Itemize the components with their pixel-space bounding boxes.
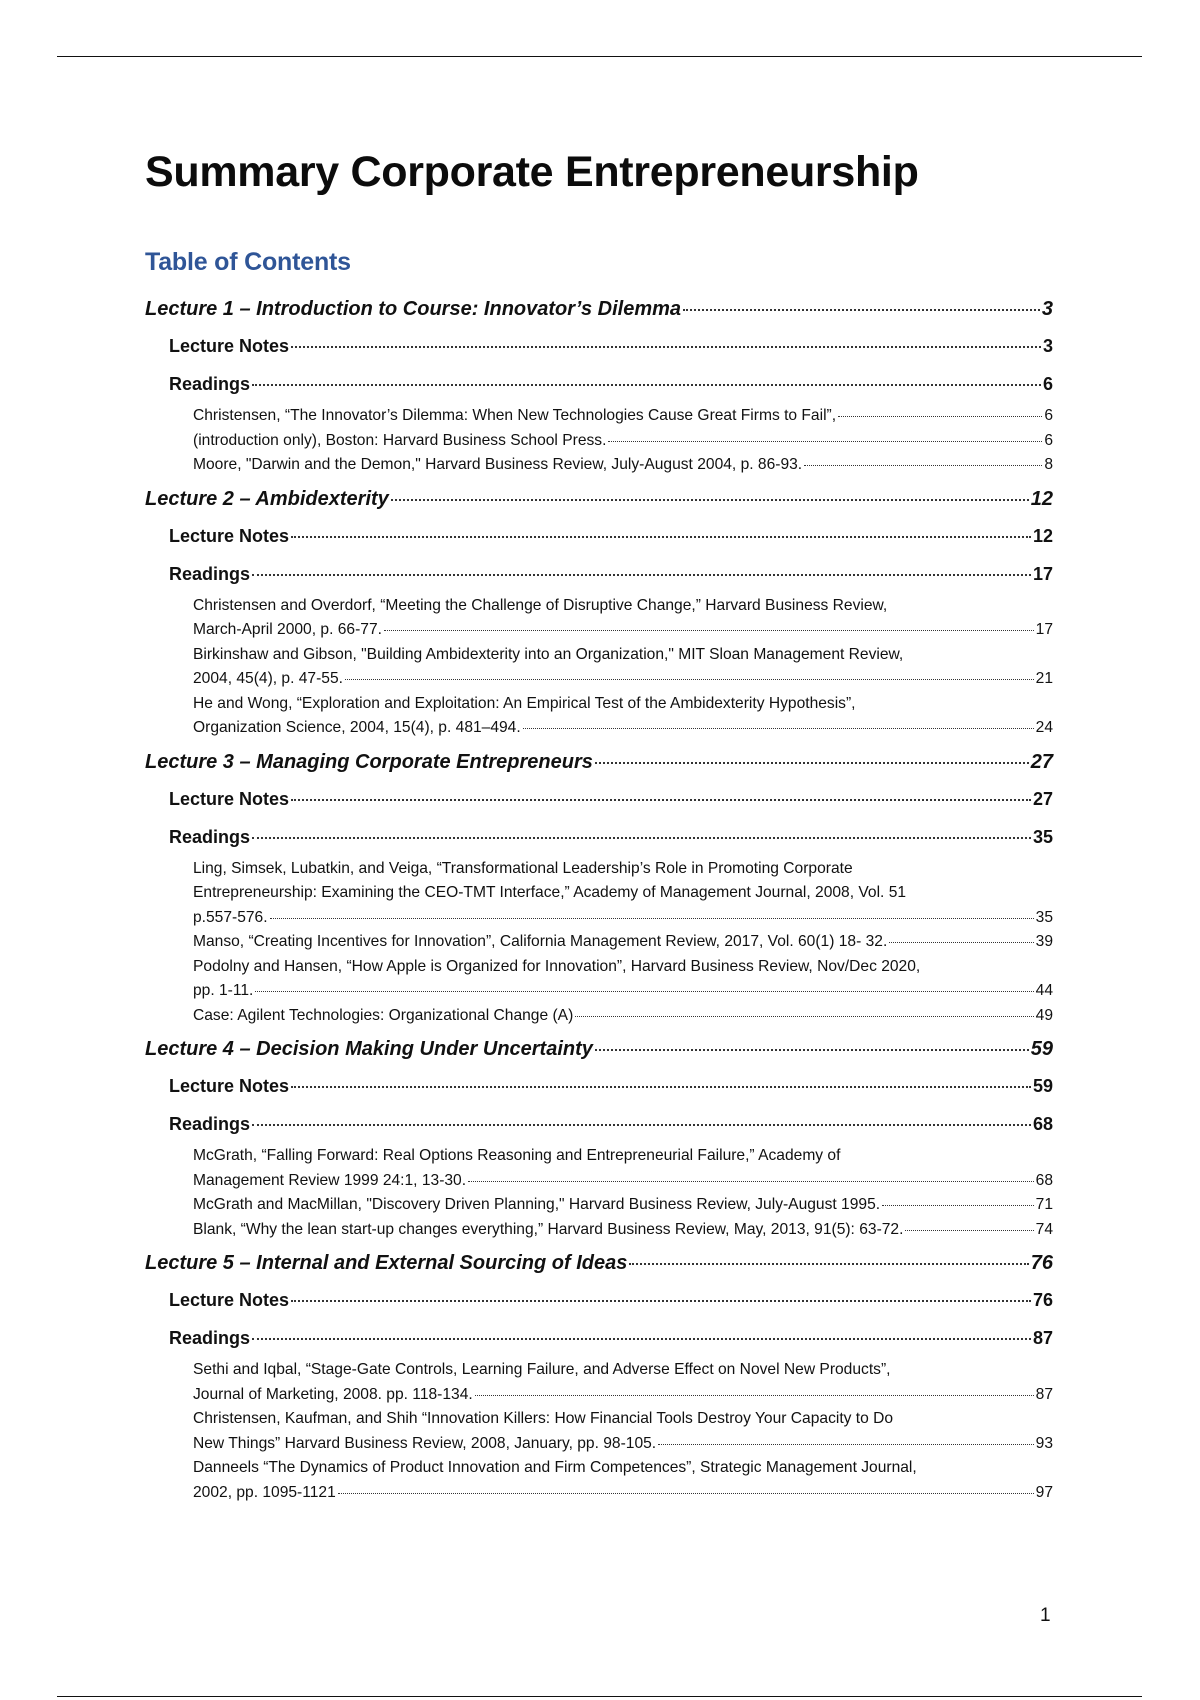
dot-leader [838, 416, 1042, 417]
toc-reading-entry[interactable] [145, 1407, 1053, 1456]
entry-page-number: 17 [1035, 621, 1053, 638]
entry-page-number: 3 [1041, 298, 1053, 320]
footer-rule [57, 1696, 1142, 1697]
entry-last-line [193, 716, 1053, 741]
toc-reading-entry[interactable] [145, 404, 1053, 429]
entry-page-number: 27 [1030, 750, 1053, 773]
toc-reading-entry[interactable] [145, 1456, 1053, 1505]
table-of-contents [145, 298, 1053, 1505]
entry-page-number: 59 [1030, 1038, 1053, 1060]
entry-text: 2002, pp. 1095-1121 [193, 1483, 336, 1501]
entry-text: Journal of Marketing, 2008. pp. 118-134. [193, 1385, 473, 1403]
entry-text: p.557-576. [193, 908, 268, 926]
dot-leader [523, 728, 1034, 729]
entry-page-number: 76 [1032, 1290, 1053, 1310]
toc-lecture-entry[interactable] [145, 298, 1053, 328]
entry-text: Readings [169, 374, 251, 394]
dot-leader [255, 991, 1033, 992]
entry-page-number: 35 [1035, 908, 1053, 926]
entry-text: Readings [169, 1114, 251, 1134]
toc-reading-entry[interactable] [145, 643, 1053, 692]
entry-text-line: Entrepreneurship: Examining the CEO-TMT Interface,” Academy of Management Journal, 2008, Vol. 51 [193, 884, 907, 901]
entry-page-number: 87 [1032, 1328, 1053, 1348]
entry-text: Readings [169, 1328, 251, 1348]
entry-page-number: 3 [1042, 336, 1053, 356]
dot-leader [889, 942, 1033, 943]
dot-leader [804, 465, 1042, 466]
entry-text: Lecture 3 – Managing Corporate Entrepreneurs [145, 750, 593, 773]
entry-page-number: 74 [1035, 1220, 1053, 1238]
entry-text-line: McGrath, “Falling Forward: Real Options Reasoning and Entrepreneurial Failure,” Academy of [193, 1147, 841, 1164]
entry-text: Lecture Notes [169, 1076, 290, 1096]
dot-leader [595, 762, 1029, 764]
entry-text: Readings [169, 826, 251, 847]
entry-page-number: 68 [1035, 1171, 1053, 1189]
entry-text: 2004, 45(4), p. 47-55. [193, 670, 343, 687]
entry-last-line [193, 618, 1053, 643]
entry-text-line: Ling, Simsek, Lubatkin, and Veiga, “Transformational Leadership’s Role in Promoting Corporate [193, 859, 853, 877]
toc-lecture-notes-entry[interactable] [145, 789, 1053, 819]
entry-page-number: 71 [1035, 1196, 1053, 1213]
entry-text-line: He and Wong, “Exploration and Exploitation: An Empirical Test of the Ambidexterity Hypothesis”, [193, 694, 856, 712]
toc-reading-entry[interactable] [145, 1193, 1053, 1218]
entry-page-number: 6 [1042, 374, 1053, 394]
entry-page-number: 68 [1032, 1114, 1053, 1134]
toc-reading-entry[interactable] [145, 1144, 1053, 1193]
toc-lecture-notes-entry[interactable] [145, 526, 1053, 556]
entry-text: McGrath and MacMillan, "Discovery Driven Planning," Harvard Business Review, July-August 1995. [193, 1196, 881, 1213]
toc-lecture-entry[interactable] [145, 751, 1053, 781]
entry-text: (introduction only), Boston: Harvard Business School Press. [193, 431, 607, 449]
toc-readings-entry[interactable] [145, 1114, 1053, 1144]
entry-text: Lecture Notes [169, 525, 290, 546]
dot-leader [384, 630, 1034, 631]
dot-leader [658, 1444, 1033, 1445]
header-rule [57, 56, 1142, 57]
entry-last-line [193, 979, 1053, 1004]
entry-last-line [193, 1383, 1053, 1408]
dot-leader [468, 1181, 1034, 1182]
entry-last-line [193, 906, 1053, 931]
toc-heading: Table of Contents [145, 248, 351, 276]
dot-leader [905, 1230, 1033, 1231]
dot-leader [252, 574, 1031, 576]
dot-leader [575, 1016, 1033, 1017]
entry-text: New Things” Harvard Business Review, 2008, January, pp. 98-105. [193, 1434, 657, 1452]
toc-lecture-notes-entry[interactable] [145, 1290, 1053, 1320]
dot-leader [595, 1049, 1029, 1051]
toc-reading-entry[interactable] [145, 453, 1053, 478]
dot-leader [291, 346, 1041, 348]
toc-reading-entry[interactable] [145, 1004, 1053, 1029]
toc-reading-entry[interactable] [145, 930, 1053, 955]
entry-text: Manso, “Creating Incentives for Innovation”, California Management Review, 2017, Vol. 60(1) 18- 32. [193, 933, 888, 950]
toc-lecture-entry[interactable] [145, 488, 1053, 518]
entry-text: Lecture Notes [169, 788, 290, 809]
entry-page-number: 21 [1035, 670, 1053, 687]
toc-lecture-entry[interactable] [145, 1038, 1053, 1068]
toc-reading-entry[interactable] [145, 1358, 1053, 1407]
entry-text: March-April 2000, p. 66-77. [193, 621, 382, 638]
entry-last-line [193, 1481, 1053, 1506]
dot-leader [629, 1263, 1028, 1265]
entry-page-number: 8 [1044, 456, 1053, 473]
toc-lecture-notes-entry[interactable] [145, 1076, 1053, 1106]
page-number: 1 [1040, 1605, 1051, 1626]
entry-page-number: 24 [1035, 719, 1053, 736]
entry-text-line: Sethi and Iqbal, “Stage-Gate Controls, Learning Failure, and Adverse Effect on Novel New Products”, [193, 1361, 891, 1378]
toc-readings-entry[interactable] [145, 1328, 1053, 1358]
entry-page-number: 17 [1032, 563, 1053, 584]
dot-leader [252, 1124, 1031, 1126]
entry-text: Lecture 5 – Internal and External Sourcing of Ideas [145, 1252, 628, 1274]
dot-leader [291, 536, 1031, 538]
entry-text: Lecture 1 – Introduction to Course: Innovator’s Dilemma [145, 298, 682, 320]
toc-lecture-notes-entry[interactable] [145, 336, 1053, 366]
entry-page-number: 49 [1035, 1006, 1053, 1024]
entry-page-number: 59 [1032, 1076, 1053, 1096]
entry-page-number: 76 [1030, 1252, 1053, 1274]
entry-text-line: Birkinshaw and Gibson, "Building Ambidexterity into an Organization," MIT Sloan Management Review, [193, 645, 904, 663]
entry-text: Blank, “Why the lean start-up changes everything,” Harvard Business Review, May, 2013, 91(5): 63-72. [193, 1220, 904, 1238]
entry-page-number: 6 [1044, 407, 1053, 424]
entry-page-number: 12 [1030, 487, 1053, 510]
toc-lecture-entry[interactable] [145, 1252, 1053, 1282]
dot-leader [270, 918, 1034, 919]
entry-page-number: 87 [1035, 1385, 1053, 1403]
entry-page-number: 93 [1035, 1434, 1053, 1452]
toc-reading-entry[interactable] [145, 955, 1053, 1004]
entry-last-line [193, 1432, 1053, 1457]
entry-text-line: Podolny and Hansen, “How Apple is Organized for Innovation”, Harvard Business Review, Nov/Dec 2020, [193, 957, 921, 975]
dot-leader [608, 441, 1042, 442]
dot-leader [345, 679, 1034, 680]
entry-last-line [193, 667, 1053, 692]
entry-text: Management Review 1999 24:1, 13-30. [193, 1171, 467, 1189]
entry-page-number: 35 [1032, 826, 1053, 847]
toc-readings-entry[interactable] [145, 827, 1053, 857]
toc-reading-entry[interactable] [145, 857, 1053, 931]
dot-leader [252, 837, 1031, 839]
toc-reading-entry[interactable] [145, 692, 1053, 741]
dot-leader [475, 1395, 1034, 1396]
toc-reading-entry[interactable] [145, 429, 1053, 454]
entry-text: Lecture 2 – Ambidexterity [145, 487, 389, 510]
entry-text: Readings [169, 563, 251, 584]
dot-leader [291, 1086, 1031, 1088]
toc-readings-entry[interactable] [145, 374, 1053, 404]
entry-text: Lecture Notes [169, 336, 290, 356]
document-title: Summary Corporate Entrepreneurship [145, 148, 919, 196]
entry-text: Moore, "Darwin and the Demon," Harvard Business Review, July-August 2004, p. 86-93. [193, 456, 803, 473]
entry-page-number: 27 [1032, 788, 1053, 809]
entry-last-line [193, 1169, 1053, 1194]
entry-text: pp. 1-11. [193, 982, 254, 999]
toc-reading-entry[interactable] [145, 594, 1053, 643]
dot-leader [291, 1300, 1031, 1302]
entry-text: Lecture 4 – Decision Making Under Uncertainty [145, 1038, 593, 1060]
entry-page-number: 44 [1035, 982, 1053, 999]
entry-text: Lecture Notes [169, 1290, 290, 1310]
dot-leader [391, 499, 1029, 501]
toc-readings-entry[interactable] [145, 564, 1053, 594]
dot-leader [252, 384, 1041, 386]
entry-text-line: Danneels “The Dynamics of Product Innovation and Firm Competences”, Strategic Management Journal, [193, 1459, 917, 1476]
entry-text-line: Christensen, Kaufman, and Shih “Innovation Killers: How Financial Tools Destroy Your Capacity to Do [193, 1410, 894, 1427]
dot-leader [291, 799, 1031, 801]
dot-leader [338, 1493, 1034, 1494]
dot-leader [252, 1338, 1031, 1340]
entry-text-line: Christensen and Overdorf, “Meeting the Challenge of Disruptive Change,” Harvard Business Review, [193, 596, 888, 614]
entry-text: Christensen, “The Innovator’s Dilemma: When New Technologies Cause Great Firms to Fail”, [193, 407, 837, 424]
dot-leader [882, 1205, 1034, 1206]
entry-text: Organization Science, 2004, 15(4), p. 481–494. [193, 719, 521, 736]
entry-page-number: 6 [1044, 431, 1053, 449]
entry-page-number: 97 [1035, 1483, 1053, 1501]
entry-page-number: 12 [1032, 525, 1053, 546]
toc-reading-entry[interactable] [145, 1218, 1053, 1243]
entry-page-number: 39 [1035, 933, 1053, 950]
entry-text: Case: Agilent Technologies: Organizational Change (A) [193, 1006, 574, 1024]
dot-leader [683, 309, 1040, 311]
